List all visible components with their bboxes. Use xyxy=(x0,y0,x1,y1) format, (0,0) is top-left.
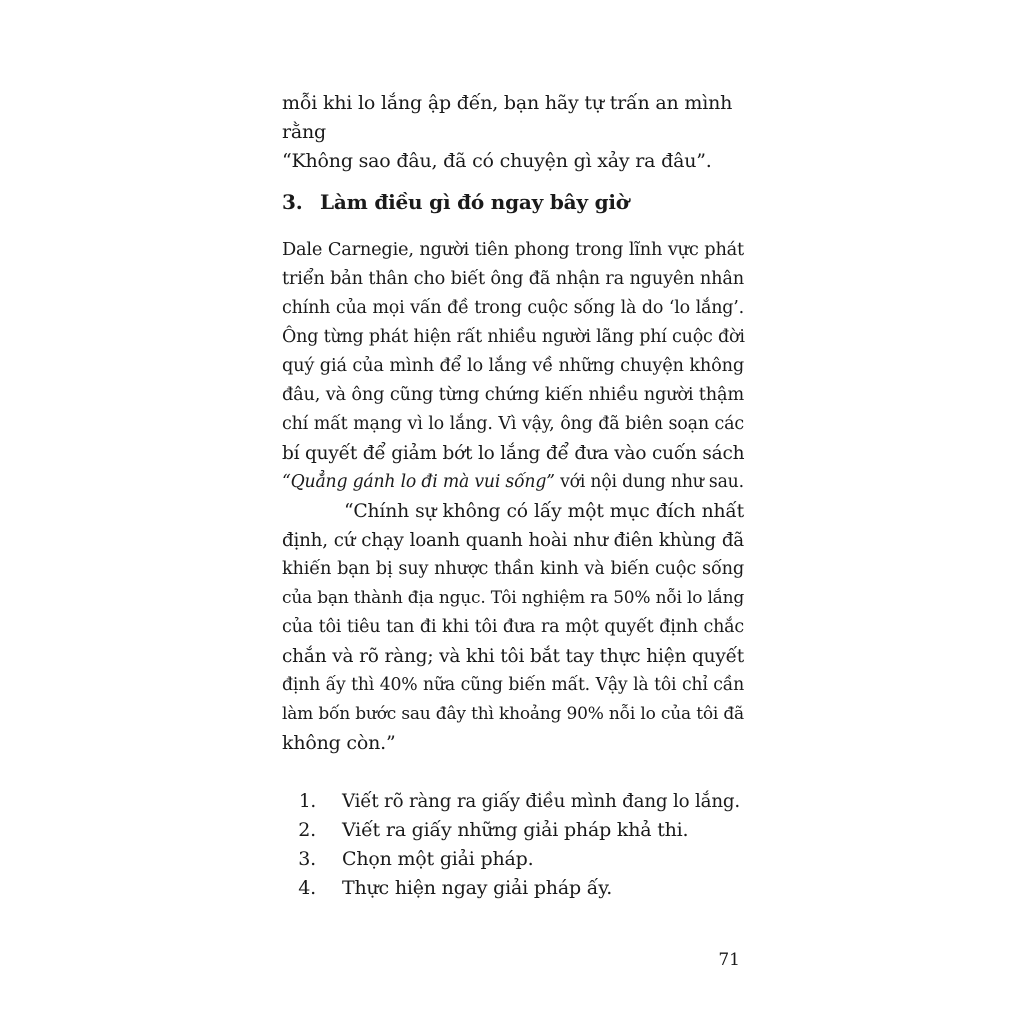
quote-line: khiến bạn bị suy nhược thần kinh và biến cuộc sống xyxy=(282,559,744,579)
body-line: chính của mọi vấn đề trong cuộc sống là do ‘lo lắng’. xyxy=(282,298,744,318)
step-text: Viết ra giấy những giải pháp khả thi. xyxy=(342,819,689,841)
quote-line: định, cứ chạy loanh quanh hoài như điên khùng đã xyxy=(282,530,744,551)
step-number: 2. xyxy=(298,819,316,841)
step-number: 4. xyxy=(298,877,316,899)
quote-line: chắn và rõ ràng; và khi tôi bắt tay thực hiện quyết xyxy=(282,646,744,667)
section-number: 3. xyxy=(282,190,303,214)
step-text: Viết rõ ràng ra giấy điều mình đang lo lắng. xyxy=(342,791,740,812)
intro-paragraph xyxy=(282,89,744,176)
section-heading xyxy=(282,187,744,217)
quote-line: không còn.” xyxy=(282,732,396,754)
body-line: chí mất mạng vì lo lắng. Vì vậy, ông đã biên soạn các xyxy=(282,414,744,434)
list-item xyxy=(282,845,744,874)
list-item xyxy=(282,787,744,816)
quote-line: định ấy thì 40% nữa cũng biến mất. Vậy là tôi chỉ cần xyxy=(282,675,744,695)
step-number: 3. xyxy=(298,848,316,870)
body-line: quý giá của mình để lo lắng về những chuyện không xyxy=(282,356,744,376)
quote-line: của bạn thành địa ngục. Tôi nghiệm ra 50% nỗi lo lắng xyxy=(282,588,745,608)
intro-line: “Không sao đâu, đã có chuyện gì xảy ra đâu”. xyxy=(282,150,712,172)
body-paragraph xyxy=(282,236,744,758)
book-line-rest: với nội dung như sau. xyxy=(554,472,744,492)
body-line: Ông từng phát hiện rất nhiều người lãng phí cuộc đời xyxy=(282,327,745,347)
page-number: 71 xyxy=(718,950,740,970)
intro-line: mỗi khi lo lắng ập đến, bạn hãy tự trấn an mình rằng xyxy=(282,92,733,143)
step-number: 1. xyxy=(298,791,316,812)
body-line: bí quyết để giảm bớt lo lắng để đưa vào cuốn sách xyxy=(282,443,745,464)
quote-line: “Chính sự không có lấy một mục đích nhất xyxy=(344,501,744,522)
list-item xyxy=(282,874,744,903)
body-line: Dale Carnegie, người tiên phong trong lĩnh vực phát xyxy=(282,240,744,260)
quote-line: của tôi tiêu tan đi khi tôi đưa ra một quyết định chắc xyxy=(282,617,744,637)
book-title: “Quẳng gánh lo đi mà vui sống” xyxy=(282,472,555,492)
section-title: Làm điều gì đó ngay bây giờ xyxy=(320,190,629,214)
step-text: Thực hiện ngay giải pháp ấy. xyxy=(342,877,613,899)
step-text: Chọn một giải pháp. xyxy=(342,848,534,870)
body-line: đâu, và ông cũng từng chứng kiến nhiều người thậm xyxy=(282,385,744,405)
book-title-line xyxy=(282,468,744,497)
quote-line: làm bốn bước sau đây thì khoảng 90% nỗi lo của tôi đã xyxy=(282,704,744,724)
steps-list xyxy=(282,787,744,903)
body-line: triển bản thân cho biết ông đã nhận ra nguyên nhân xyxy=(282,269,744,289)
list-item xyxy=(282,816,744,845)
